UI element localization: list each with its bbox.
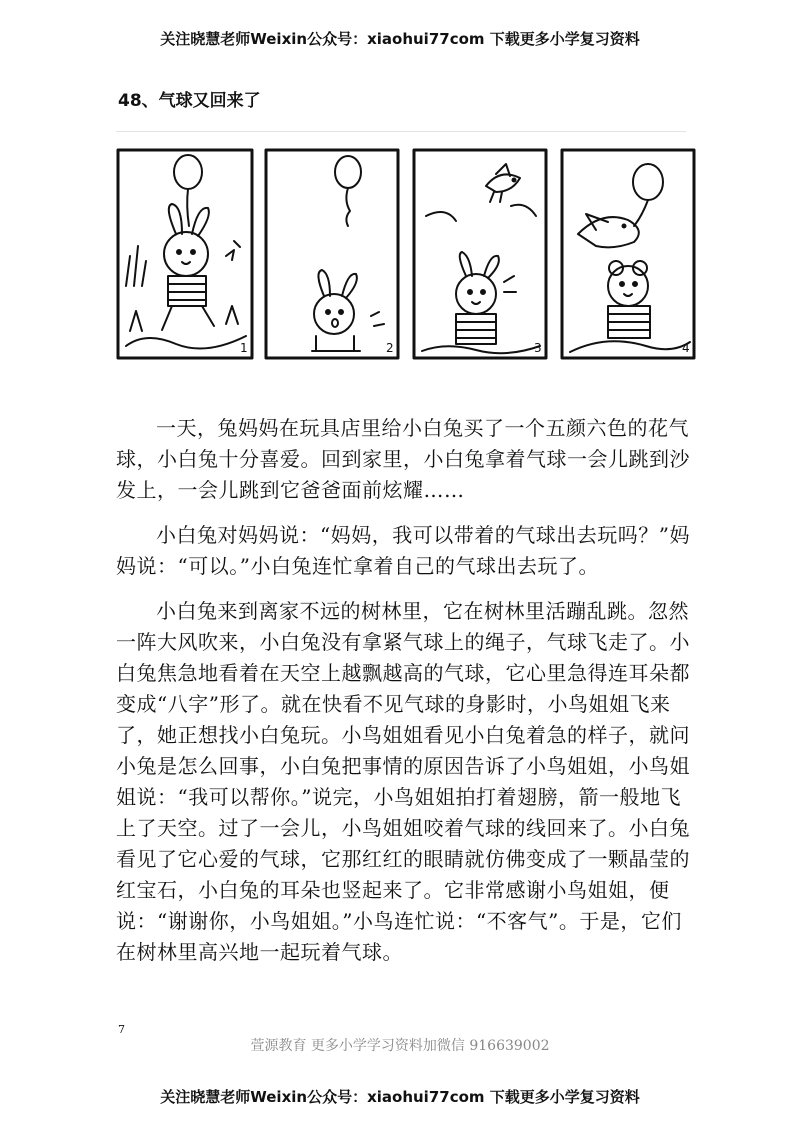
paragraph-2: 小白兔对妈妈说：“妈妈，我可以带着的气球出去玩吗？”妈妈说：“可以。”小白兔连忙拿着自己的气球出去玩了。	[116, 523, 690, 578]
panel-number-1: 1	[240, 341, 248, 355]
comic-panel-3	[414, 150, 546, 358]
title-divider	[116, 131, 686, 132]
story-title: 48、气球又回来了	[118, 91, 261, 111]
paragraph-3: 小白兔来到离家不远的树林里，它在树林里活蹦乱跳。忽然一阵大风吹来，小白兔没有拿紧气球上的绳子，气球飞走了。小白兔焦急地看着在天空上越飘越高的气球，它心里急得连耳朵都变成“八字”形了。就在快看不见气球的身影时，小鸟姐姐飞来了，她正想找小白兔玩。小鸟姐姐看见小白兔着急的样子，就问小兔是怎么回事，小白兔把事情的原因告诉了小鸟姐姐，小鸟姐姐说：“我可以帮你。”说完，小鸟姐姐拍打着翅膀，箭一般地飞上了天空。过了一会儿，小鸟姐姐咬着气球的线回来了。小白兔看见了它心爱的气球，它那红红的眼睛就仿佛变成了一颗晶莹的红宝石，小白兔的耳朵也竖起来了。它非常感谢小鸟姐姐，便说：“谢谢你，小鸟姐姐。”小鸟连忙说：“不客气”。于是，它们在树林里高兴地一起玩着气球。	[116, 599, 690, 964]
top-banner: 关注晓慧老师Weixin公众号：xiaohui77com 下载更多小学复习资料	[160, 30, 640, 48]
story-text	[116, 413, 692, 982]
footer-note: 萱源教育 更多小学学习资料加微信 916639002	[250, 1038, 550, 1054]
paragraph-1: 一天，兔妈妈在玩具店里给小白兔买了一个五颜六色的花气球，小白兔十分喜爱。回到家里，小白兔拿着气球一会儿跳到沙发上，一会儿跳到它爸爸面前炫耀……	[116, 416, 690, 502]
panel-number-4: 4	[682, 341, 690, 355]
comic-strip	[116, 146, 698, 364]
page-number: 7	[118, 1023, 125, 1036]
comic-panel-2	[266, 150, 398, 358]
panel-number-2: 2	[386, 341, 394, 355]
bottom-banner: 关注晓慧老师Weixin公众号：xiaohui77com 下载更多小学复习资料	[160, 1088, 640, 1106]
comic-panel-4	[562, 150, 694, 358]
panel-number-3: 3	[534, 341, 542, 355]
comic-panel-1	[118, 150, 252, 358]
